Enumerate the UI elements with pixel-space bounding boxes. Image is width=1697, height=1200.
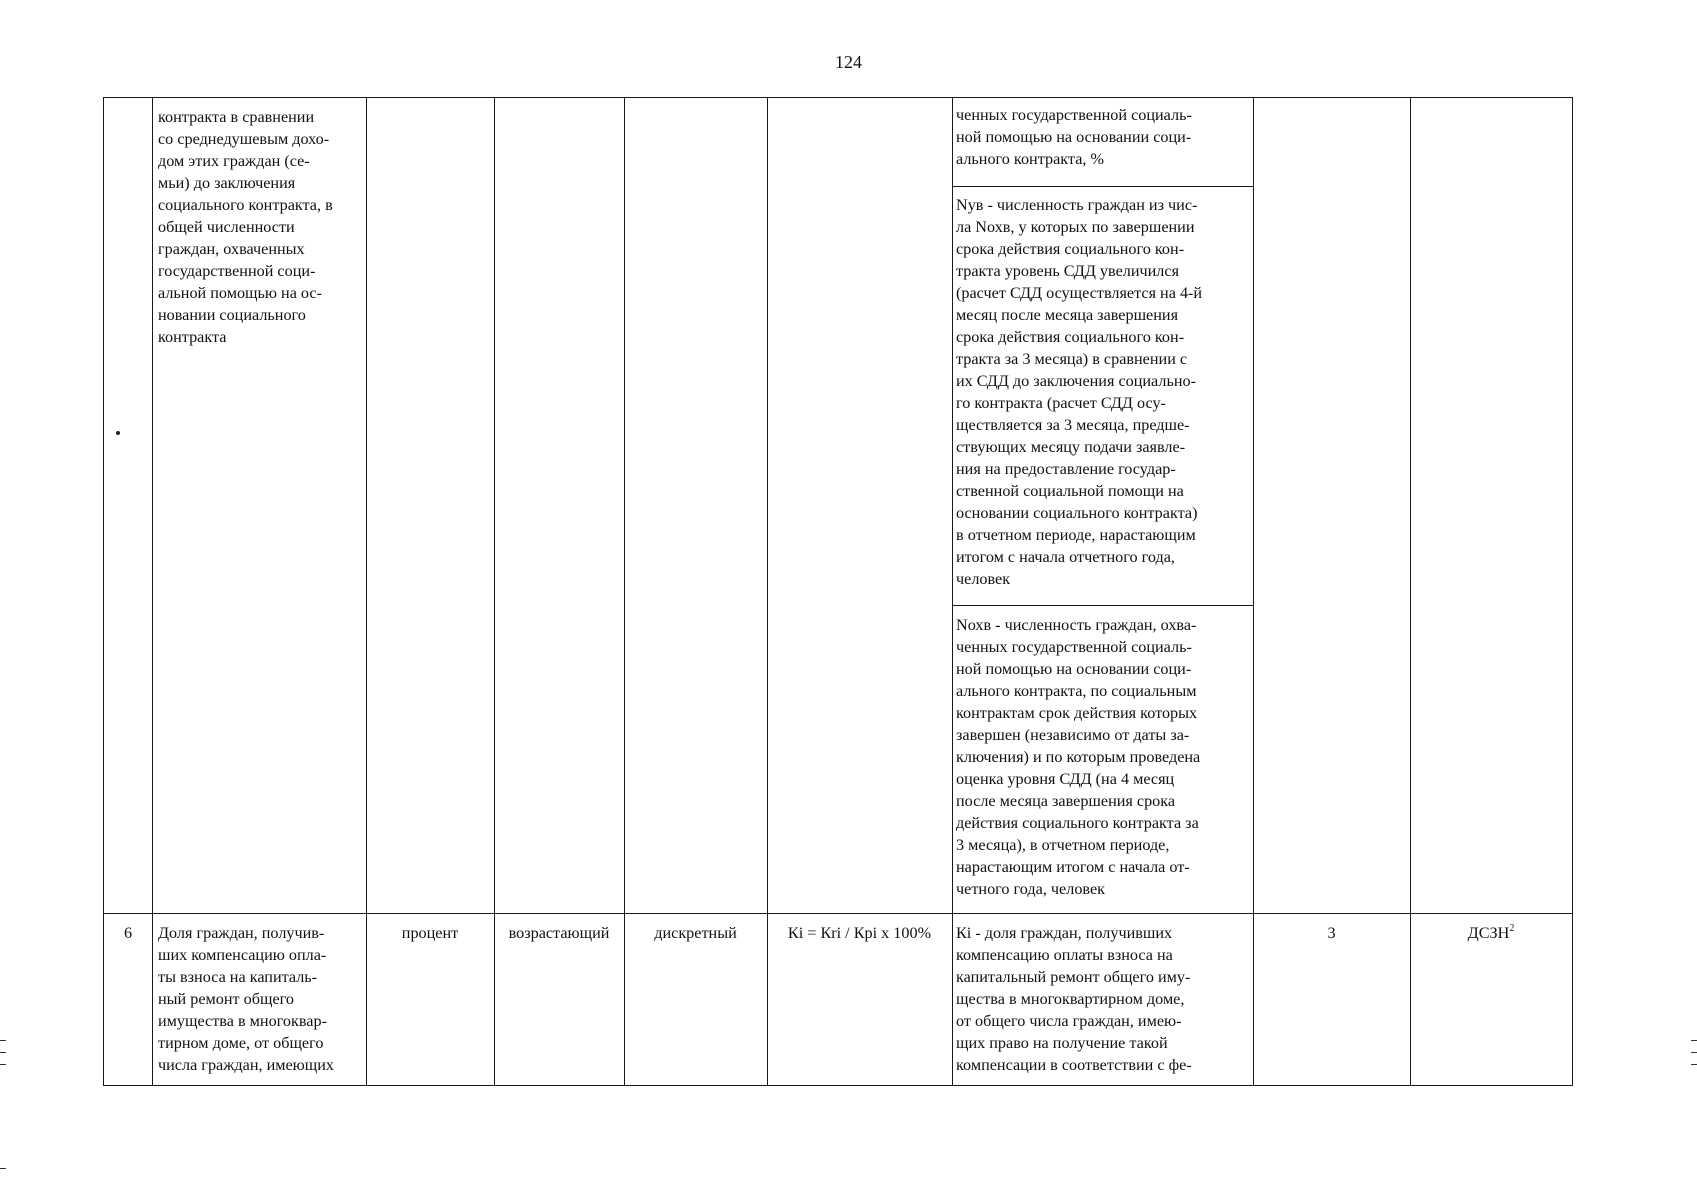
unit-of-measure: процент [401,924,459,942]
scan-mark [0,1168,6,1169]
footnote-marker: 2 [1509,923,1515,934]
data-source: 3 [1327,924,1336,942]
column-divider [952,98,953,1085]
indicator-description-continued: контракта в сравнении со среднедушевым дохо- дом этих граждан (се- мьи) до заключения социального контракта, в общей численности граждан, охваченных государственной соци- альной помощью на ос- новании социального контракта [158,108,333,346]
scan-mark [0,1040,6,1041]
scan-mark [0,1052,6,1053]
variable-definition: Nув - численность граждан из чис- ла Nохв, у которых по завершении срока действия социального кон- тракта уровень СДД увеличился (расчет СДД осуществляется на 4-й месяц после месяца завершения срока действия социального кон- тракта за 3 месяца) в сравнении с их СДД до заключения социально- го контракта (расчет СДД осу- ществляется за 3 месяца, предше- ствующих месяцу подачи заявле- ния на предоставление государ- ственной социальной помощи на основании социального контракта) в отчетном периоде, нарастающим итогом с начала отчетного года, человек [956,196,1203,588]
row-divider [952,186,1253,187]
page-number: 124 [835,52,862,72]
column-divider [152,98,153,1085]
responsible-body-name: ДСЗН [1467,924,1510,942]
variable-definition: ченных государственной социаль- ной помощью на основании соци- ального контракта, % [956,106,1192,168]
calculation-formula: Кi = Кri / Кpi x 100% [787,924,932,942]
margin-dot [116,431,120,435]
scan-mark [0,1064,6,1065]
scan-mark [1691,1040,1697,1041]
scan-mark [1691,1064,1697,1065]
row-divider [952,605,1253,606]
row-divider [104,913,1572,914]
variable-definition: Кi - доля граждан, получивших компенсацию оплаты взноса на капитальный ремонт общего иму- щества в многоквартирном доме, от общего числа граждан, имею- щих право на получение такой компенсации в соответствии с фе- [956,924,1192,1074]
indicator-table [103,97,1573,1086]
scan-mark [1691,1052,1697,1053]
indicator-direction: возрастающий [508,924,610,942]
responsible-body [1410,922,1572,944]
row-number: 6 [123,924,133,942]
indicator-type: дискретный [654,924,737,942]
indicator-description: Доля граждан, получив- ших компенсацию опла- ты взноса на капиталь- ный ремонт общего имущества в многоквар- тирном доме, от общего числа граждан, имеющих [158,924,334,1074]
variable-definition: Nохв - численность граждан, охва- ченных государственной социаль- ной помощью на основании соци- ального контракта, по социальным контрактам срок действия которых завершен (независимо от даты за- ключения) и по которым проведена оценка уровня СДД (на 4 месяц после месяца завершения срока действия социального контракта за 3 месяца), в отчетном периоде, нарастающим итогом с начала от- четного года, человек [956,616,1201,898]
